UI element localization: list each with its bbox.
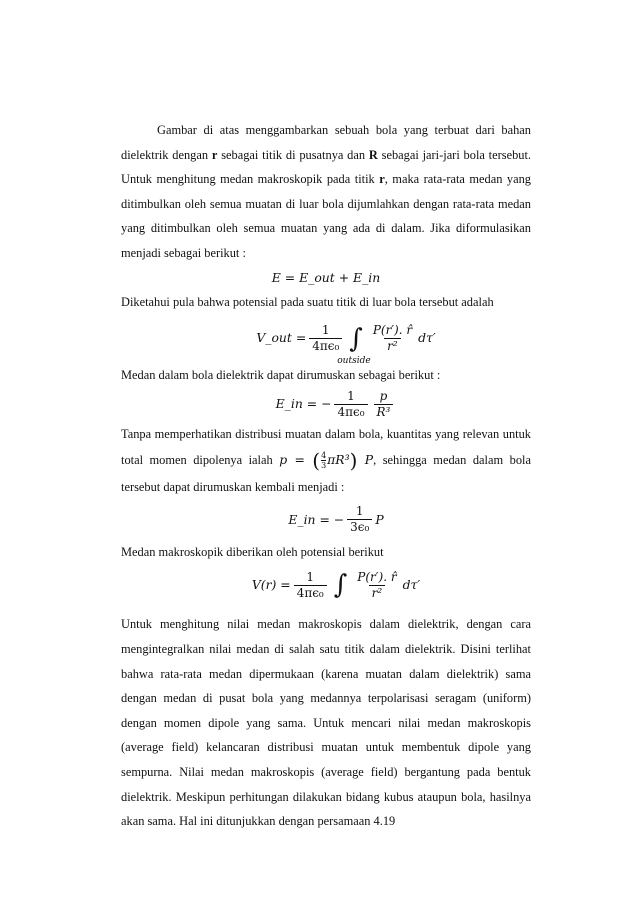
paragraph-potential: Diketahui pula bahwa potensial pada suatu titik di luar bola tersebut adalah xyxy=(121,295,494,310)
inline-dipole-equation: p = ( $\frac{4}{3}$ πR³) P xyxy=(279,448,374,473)
integral-sign: ∫ xyxy=(333,570,348,601)
equation-inner-field-simplified: E_in = − $\frac{1}{\text{3ϵ₀}}$ P xyxy=(288,504,384,535)
paragraph-inner-field: Medan dalam bola dielektrik dapat dirumuskan sebagai berikut : xyxy=(121,367,441,382)
paragraph-conclusion: Untuk menghitung nilai medan makroskopis dalam dielektrik, dengan cara mengintegralkan nilai medan di salah satu titik dalam dielektrik. Disini terlihat bahwa rata-rata medan dipermukaan (karena muatan dalam dielektrik) sama dengan medan di pusat bola yang medannya terpolarisasi seragam (uniform) dengan momen dipole yang sama. Untuk mencari nilai medan makroskopis (average field) kelancaran distribusi muatan untuk membentuk dipole yang sempurna. Nilai medan makroskopis (average field) bergantung pada bentuk dielektrik. Meskipun perhitungan dilakukan bidang kubus ataupun bola, hasilnya akan sama. Hal ini ditunjukkan dengan persamaan 4.19 xyxy=(121,617,531,829)
paragraph-intro: Gambar di atas menggambarkan sebuah bola yang terbuat dari bahan dielektrik dengan r sebagai titik di pusatnya dan R sebagai jari-jari bola tersebut. Untuk menghitung medan makroskopik pada titik r, maka rata-rata medan yang ditimbulkan oleh semua muatan di luar bola dijumlahkan dengan rata-rata medan yang ditimbulkan oleh semua muatan yang ada di dalam. Jika diformulasikan menjadi sebagai berikut : xyxy=(121,123,532,260)
equation-potential-outside: V_out = $\frac{1}{\text{4πϵ₀}}$ ∫ outside $\frac{P(r'). r̂}{\text{r²}}$ dτ′ xyxy=(256,323,436,366)
equation-macroscopic-potential: V(r) = $\frac{1}{\text{4πϵ₀}}$ ∫ $\frac{P(r'). r̂}{\text{r²}}$ dτ′ xyxy=(251,569,421,601)
paragraph-macroscopic-potential: Medan makroskopik diberikan oleh potensial berikut xyxy=(121,544,384,559)
document-page xyxy=(121,118,531,834)
paragraph-dipole-moment: Tanpa memperhatikan distribusi muatan dalam bola, kuantitas yang relevan untuk total momen dipolenya ialah p = ( $\frac{4}{3}$ πR³) P, sehingga medan dalam bola tersebut dapat dirumuskan kembali menjadi : xyxy=(121,427,531,494)
equation-inner-field: E_in = − $\frac{1}{\text{4πϵ₀}}$ $\frac{p}{\text{R³}}$ xyxy=(121,387,531,421)
integral-sign: ∫ outside xyxy=(337,323,371,366)
equation-total-field: E = E_out + E_in xyxy=(271,269,381,285)
